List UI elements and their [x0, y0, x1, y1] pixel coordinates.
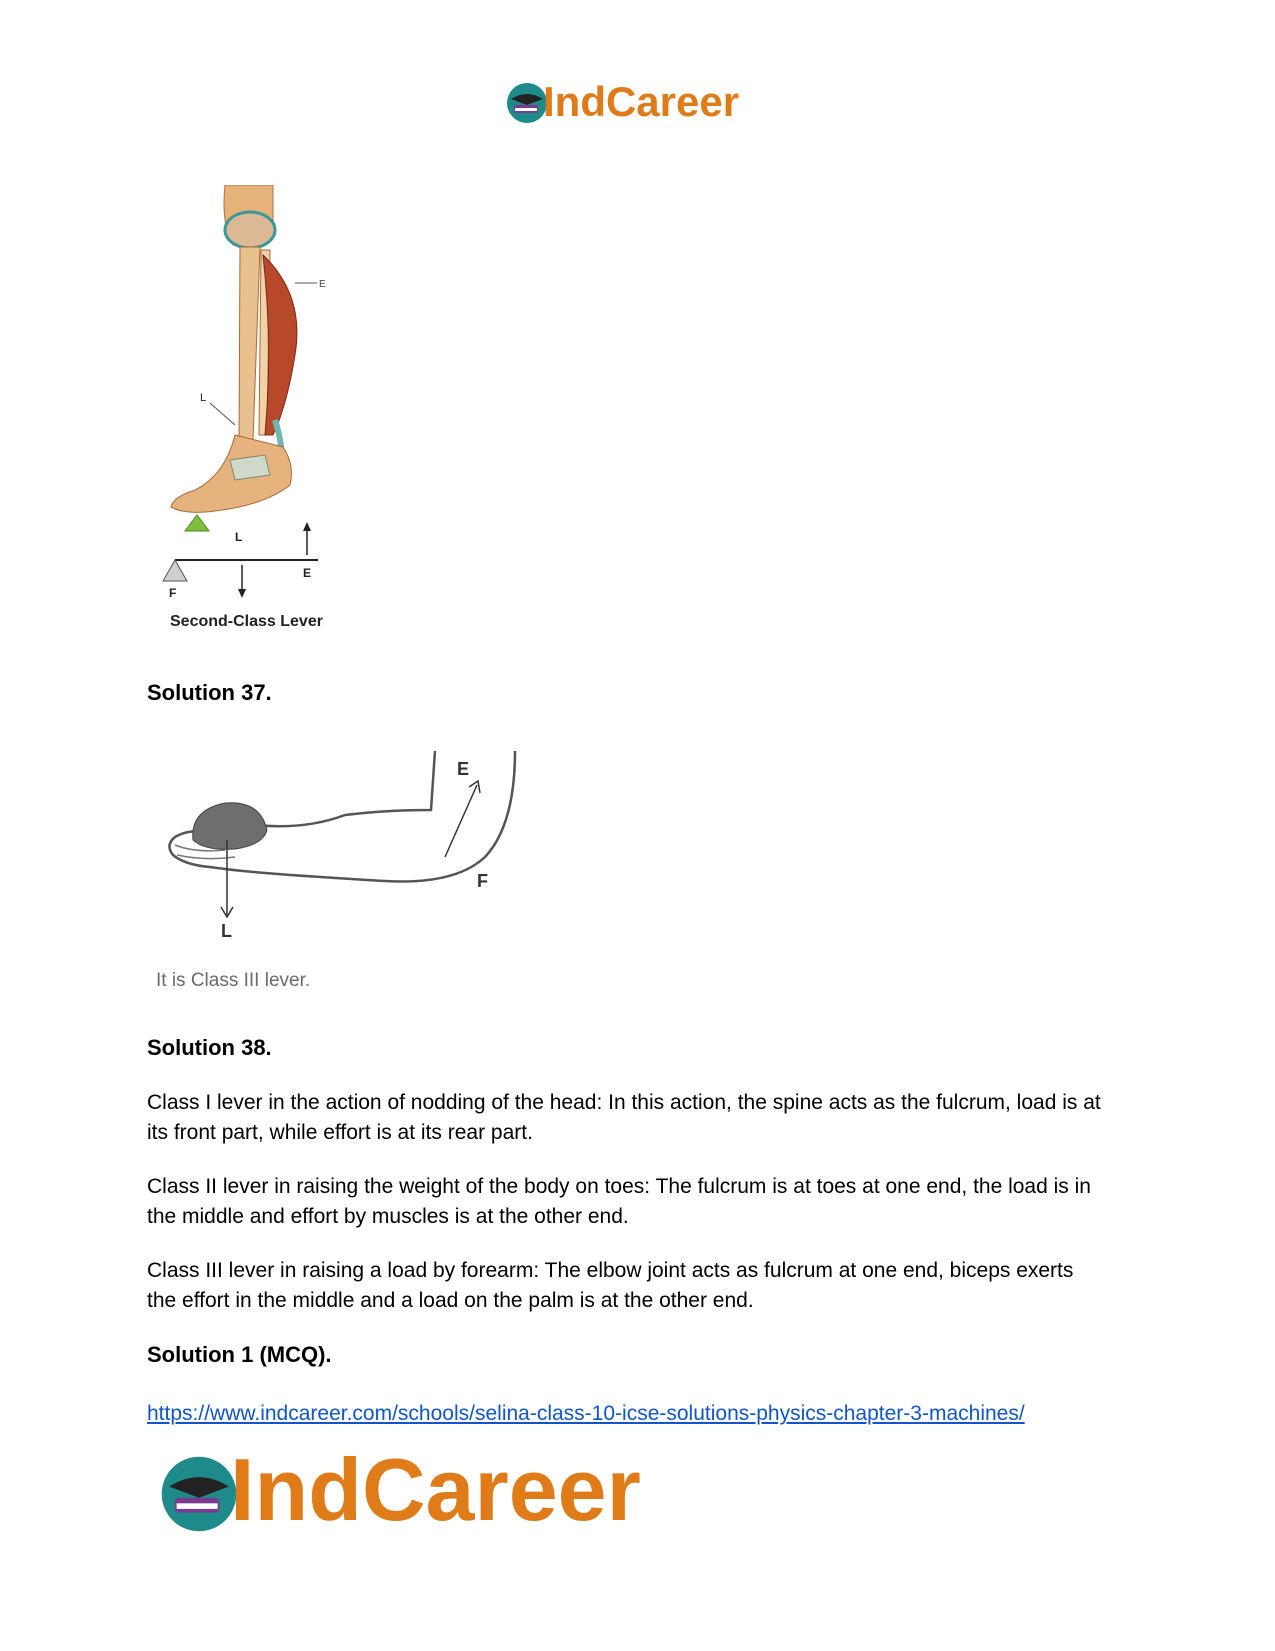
footer-logo: [158, 1440, 698, 1545]
fulcrum-triangle: [163, 560, 187, 581]
solution-38-heading: Solution 38.: [147, 1035, 272, 1060]
header-logo: [505, 78, 775, 128]
lever-label-fulcrum: F: [169, 586, 177, 600]
solution-38-paragraph-2: Class II lever in raising the weight of the body on toes: The fulcrum is at toes at one end, the load is in the middle and effort by muscles is at the other end.: [147, 1175, 1091, 1228]
arm-label-effort: E: [457, 759, 470, 779]
arm-label-fulcrum: F: [477, 871, 488, 891]
solution-37-heading: Solution 37.: [147, 680, 272, 705]
source-link[interactable]: https://www.indcareer.com/schools/selina-class-10-icse-solutions-physics-chapter-3-machines/: [147, 1402, 1025, 1425]
arm-label-load: L: [221, 921, 232, 941]
logo-text: IndCareer: [543, 78, 740, 125]
footer-logo-globe-icon: [158, 1453, 240, 1535]
lever-label-effort: E: [303, 566, 312, 580]
leg-label-effort: E: [319, 279, 326, 290]
leg-figure-caption: Second-Class Lever: [170, 613, 323, 630]
footer-logo-text: IndCareer: [230, 1440, 641, 1539]
solution-38-paragraph-1: Class I lever in the action of nodding of the head: In this action, the spine acts as the fulcrum, load is at its front part, while effort is at its rear part.: [147, 1091, 1101, 1144]
solution-38-paragraph-3: Class III lever in raising a load by forearm: The elbow joint acts as fulcrum at one end, biceps exerts the effort in the middle and a load on the palm is at the other end.: [147, 1259, 1074, 1312]
arm-lever-figure: [155, 745, 535, 945]
leg-lever-figure: [155, 185, 365, 655]
solution-1-mcq-heading: Solution 1 (MCQ).: [147, 1342, 332, 1367]
arm-illustration: [155, 745, 535, 945]
leg-illustration: [155, 185, 365, 655]
leg-label-load: L: [200, 392, 207, 404]
solution-37-caption: It is Class III lever.: [156, 970, 311, 991]
lever-label-load: L: [235, 530, 243, 544]
